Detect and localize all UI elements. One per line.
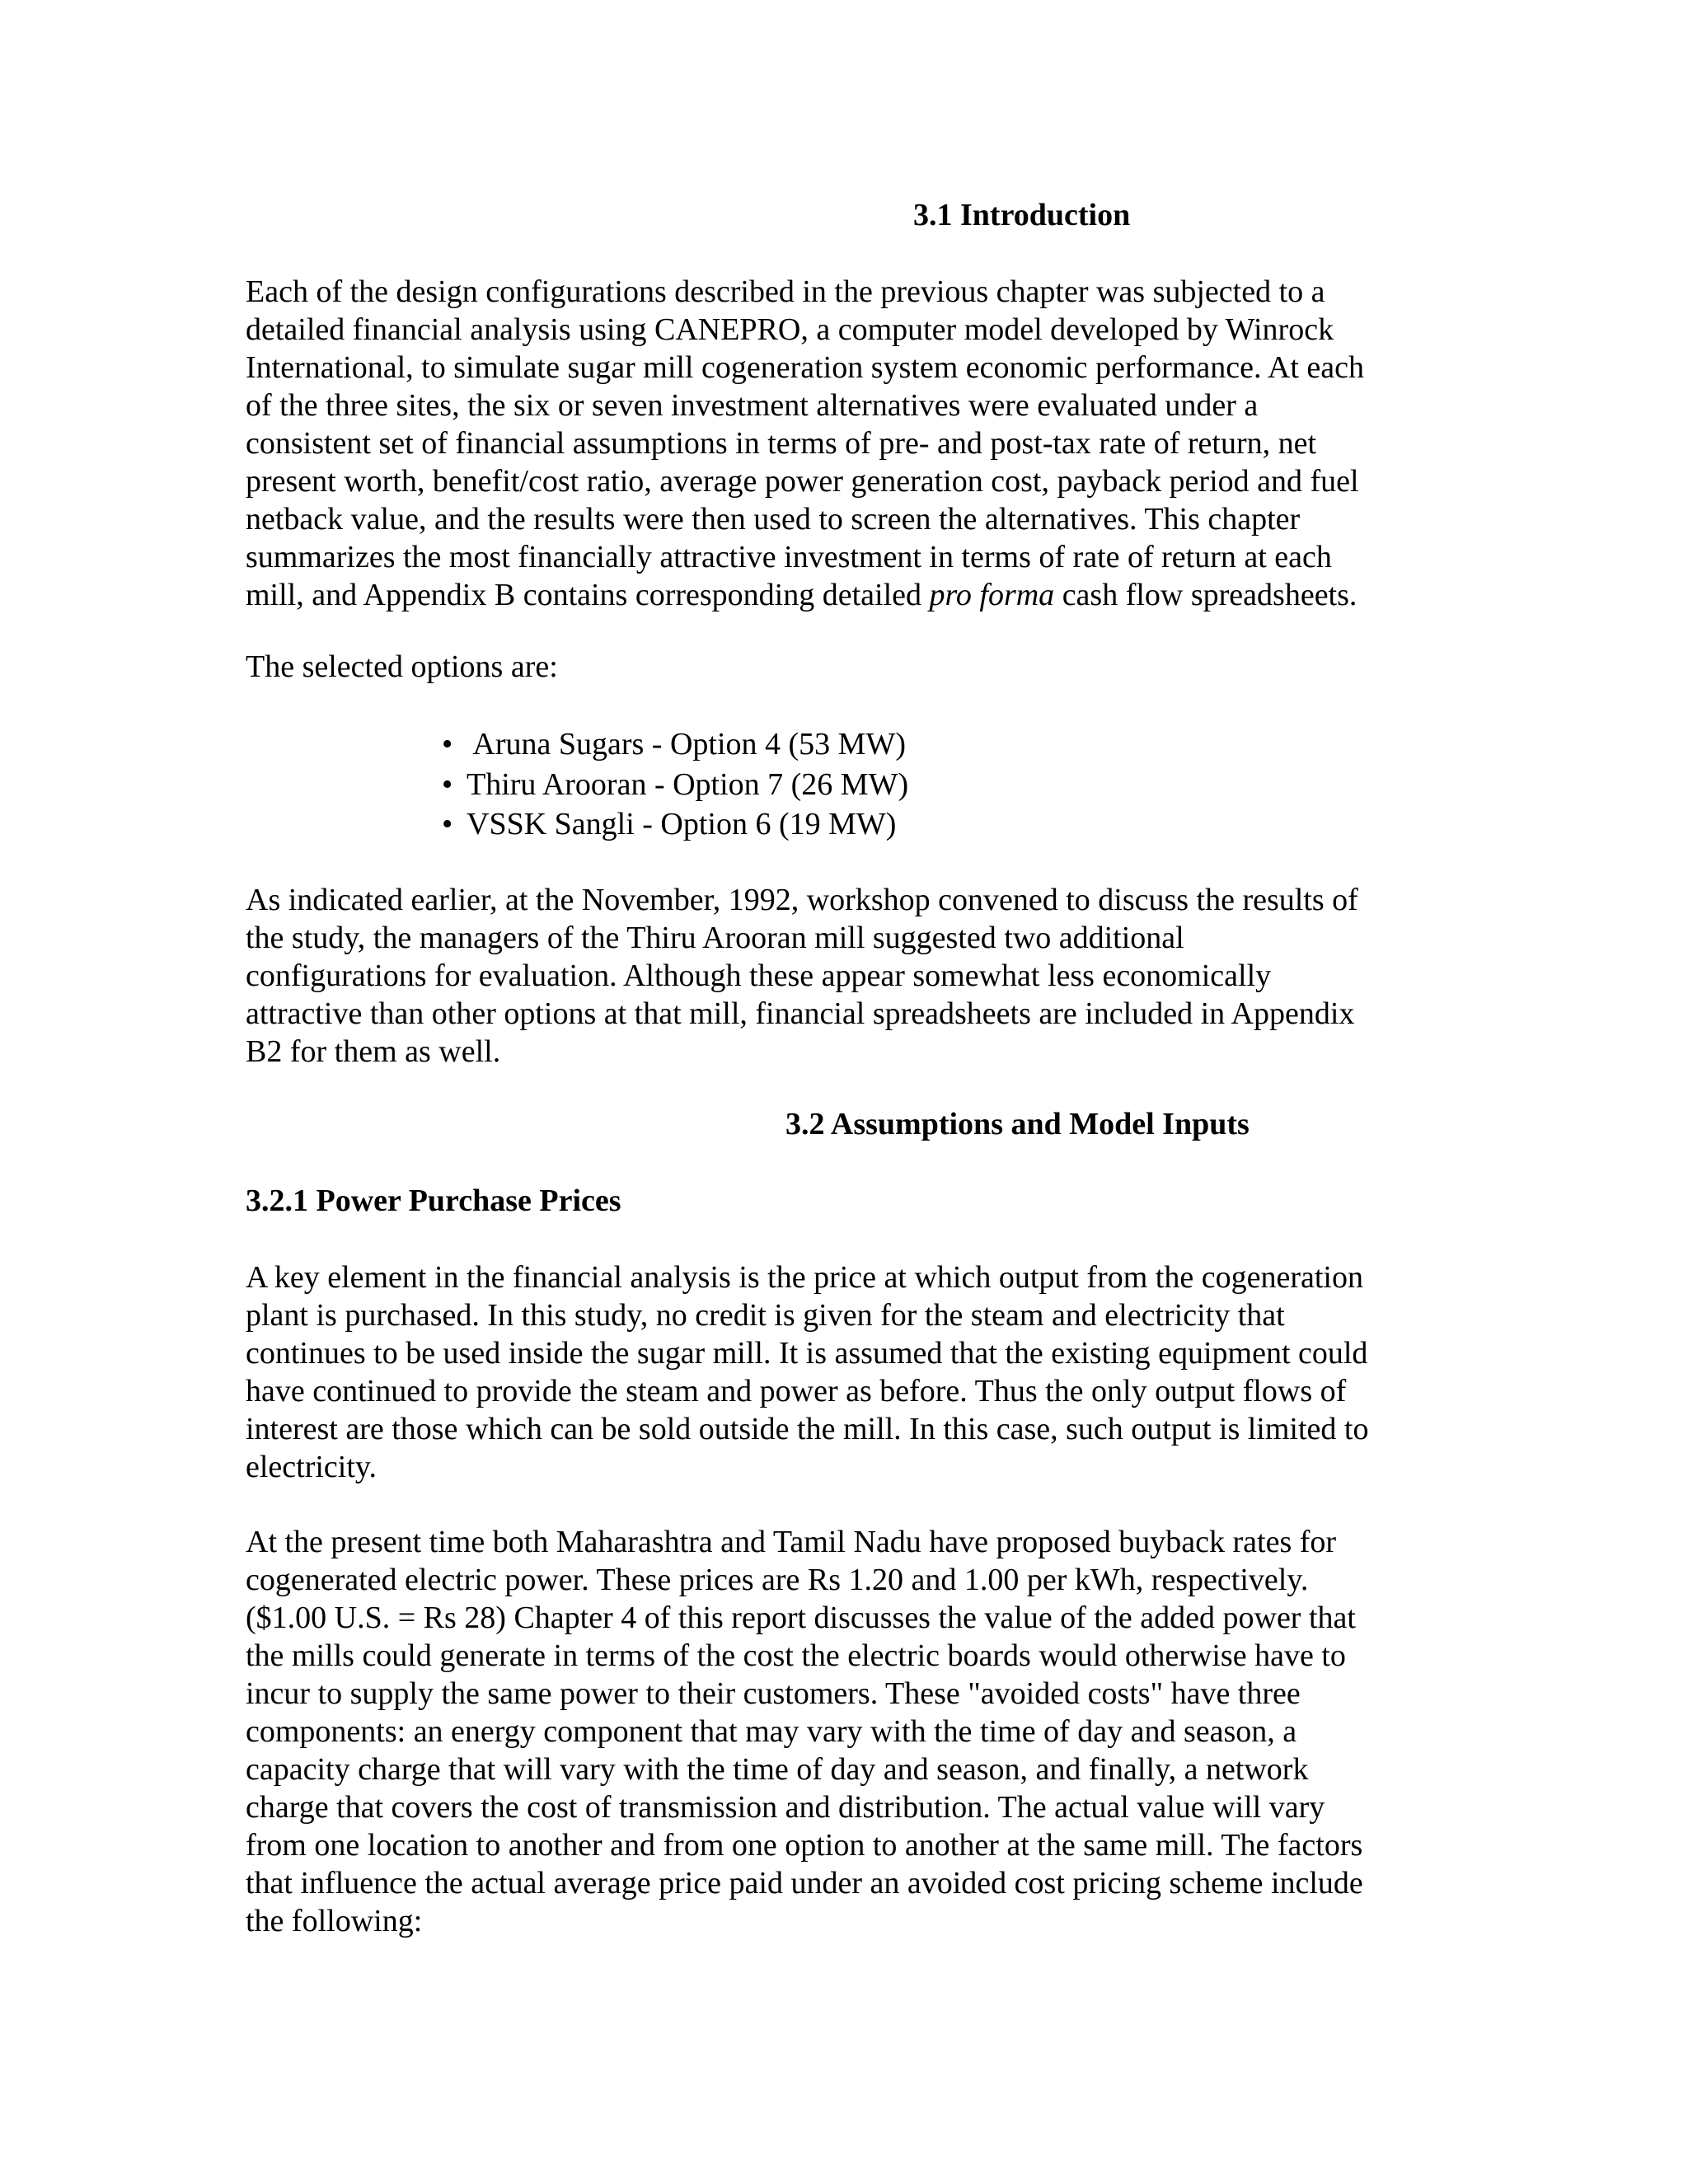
- text-line: At the present time both Maharashtra and Tamil Nadu have proposed buyback rates for: [246, 1525, 1337, 1559]
- text-line: the mills could generate in terms of the cost the electric boards would otherwise have to: [246, 1638, 1346, 1673]
- section-3-2-heading: 3.2 Assumptions and Model Inputs: [785, 1107, 1250, 1141]
- workshop-paragraph: [246, 881, 1449, 1071]
- text-line: plant is purchased. In this study, no credit is given for the steam and electricity that: [246, 1298, 1285, 1333]
- list-item: [442, 765, 908, 805]
- italic-term: pro forma: [929, 578, 1055, 612]
- bullet-icon: •: [442, 766, 453, 802]
- text-line: consistent set of financial assumptions in terms of pre- and post-tax rate of return, net: [246, 426, 1317, 461]
- text-run: cash flow spreadsheets.: [1054, 578, 1357, 612]
- text-line: charge that covers the cost of transmission and distribution. The actual value will vary: [246, 1790, 1325, 1825]
- power-prices-paragraph: [246, 1258, 1449, 1486]
- bullet-icon: •: [442, 727, 453, 762]
- text-line: electricity.: [246, 1450, 377, 1484]
- subsection-3-2-1-heading: 3.2.1 Power Purchase Prices: [246, 1183, 621, 1218]
- text-line: present worth, benefit/cost ratio, average power generation cost, payback period and fuel: [246, 464, 1359, 499]
- text-line: detailed financial analysis using CANEPRO, a computer model developed by Winrock: [246, 312, 1334, 347]
- text-run: mill, and Appendix B contains corresponding detailed: [246, 578, 930, 612]
- text-line: from one location to another and from one option to another at the same mill. The factors: [246, 1828, 1363, 1863]
- bullet-icon: •: [442, 807, 453, 841]
- buyback-rates-paragraph: [246, 1523, 1449, 1940]
- text-line: summarizes the most financially attractive investment in terms of rate of return at each: [246, 540, 1332, 574]
- text-line: that influence the actual average price paid under an avoided cost pricing scheme include: [246, 1866, 1363, 1900]
- text-line: capacity charge that will vary with the time of day and season, and finally, a network: [246, 1752, 1309, 1787]
- text-line: Each of the design configurations described in the previous chapter was subjected to a: [246, 274, 1325, 309]
- text-line: configurations for evaluation. Although these appear somewhat less economically: [246, 958, 1272, 993]
- text-line: International, to simulate sugar mill cogeneration system economic performance. At each: [246, 350, 1364, 385]
- list-item: [442, 724, 908, 765]
- text-line: have continued to provide the steam and power as before. Thus the only output flows of: [246, 1374, 1347, 1408]
- option-label: Aruna Sugars - Option 4 (53 MW): [467, 727, 906, 762]
- text-line: interest are those which can be sold outside the mill. In this case, such output is limited to: [246, 1412, 1369, 1446]
- text-line: As indicated earlier, at the November, 1992, workshop convened to discuss the results of: [246, 883, 1358, 917]
- selected-options-intro: The selected options are:: [246, 649, 558, 684]
- text-line: cogenerated electric power. These prices are Rs 1.20 and 1.00 per kWh, respectively.: [246, 1563, 1309, 1597]
- option-label: Thiru Arooran - Option 7 (26 MW): [467, 766, 909, 802]
- section-3-1-heading: 3.1 Introduction: [913, 198, 1131, 232]
- text-line: the following:: [246, 1904, 423, 1938]
- text-line: components: an energy component that may vary with the time of day and season, a: [246, 1714, 1297, 1749]
- text-line: the study, the managers of the Thiru Arooran mill suggested two additional: [246, 921, 1184, 955]
- text-line: attractive than other options at that mill, financial spreadsheets are included in Appendix: [246, 996, 1355, 1031]
- text-line: B2 for them as well.: [246, 1034, 501, 1069]
- option-label: VSSK Sangli - Option 6 (19 MW): [467, 807, 897, 841]
- text-line: A key element in the financial analysis is the price at which output from the cogeneration: [246, 1260, 1363, 1295]
- text-line: incur to supply the same power to their customers. These "avoided costs" have three: [246, 1676, 1301, 1711]
- text-line: continues to be used inside the sugar mill. It is assumed that the existing equipment could: [246, 1336, 1368, 1371]
- text-line: netback value, and the results were then used to screen the alternatives. This chapter: [246, 502, 1301, 537]
- text-line: ($1.00 U.S. = Rs 28) Chapter 4 of this report discusses the value of the added power that: [246, 1601, 1356, 1635]
- text-line: [246, 576, 1449, 614]
- list-item: [442, 804, 908, 845]
- intro-paragraph: [246, 273, 1449, 614]
- options-list: [442, 724, 908, 845]
- text-line: of the three sites, the six or seven investment alternatives were evaluated under a: [246, 388, 1259, 423]
